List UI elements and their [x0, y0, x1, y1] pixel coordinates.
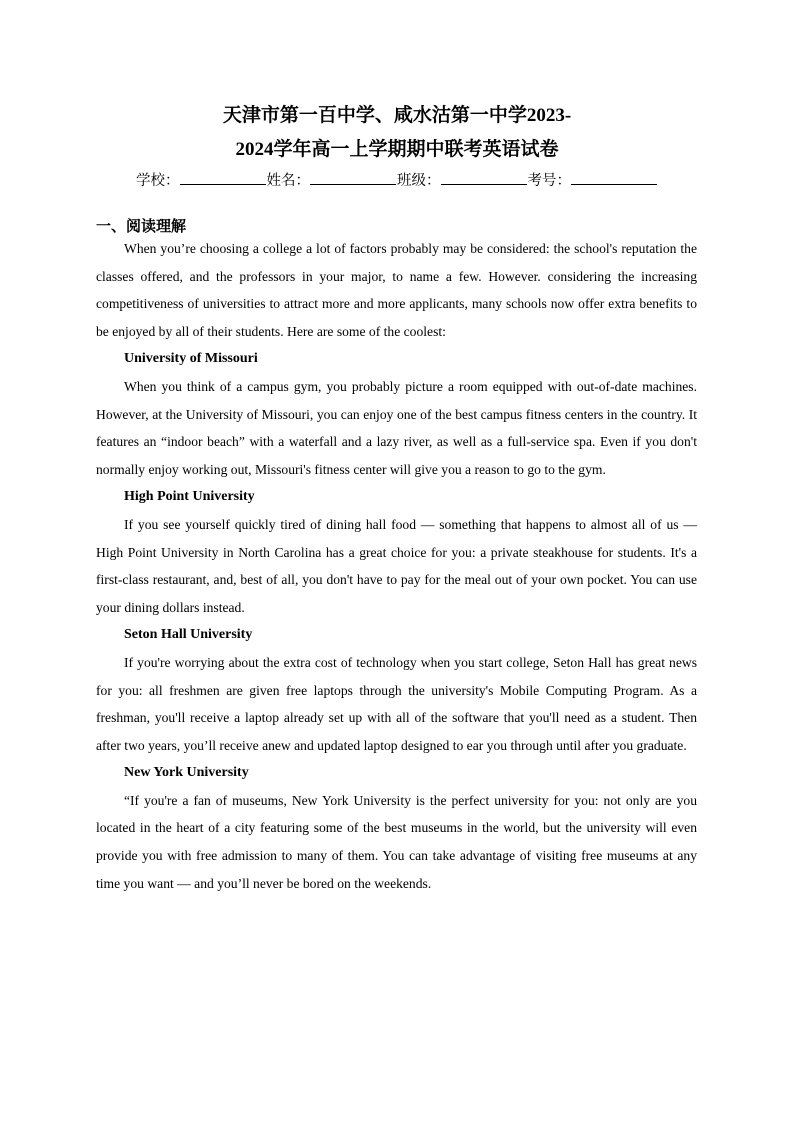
- exam-number-label: 考号：: [527, 173, 571, 189]
- class-blank[interactable]: [441, 170, 527, 185]
- university-heading-seton-hall: Seton Hall University: [124, 627, 253, 643]
- name-label: 姓名：: [266, 173, 310, 189]
- university-paragraph-nyu: “If you're a fan of museums, New York University is the perfect university for you: not only are you located in the heart of a city featuring some of the best museums in the world, but the university will even provide you with free admission to many of them. You can take advantage of visiting free museums at any time you want — and you’ll never be bored on the weekends.: [96, 792, 697, 891]
- intro-paragraph: When you’re choosing a college a lot of factors probably may be considered: the school's reputation the classes offered, and the professors in your major, to name a few. However. considering the increasing competitiveness of universities to attract more and more applicants, many schools now offer extra benefits to be enjoyed by all of their students. Here are some of the coolest:: [96, 241, 697, 339]
- exam-title-line-1: 天津市第一百中学、咸水沽第一中学2023-: [222, 105, 572, 126]
- name-blank[interactable]: [310, 170, 396, 185]
- university-paragraph-missouri: When you think of a campus gym, you probably picture a room equipped with out-of-date machines. However, at the University of Missouri, you can enjoy one of the best campus fitness centers in the country. It features an “indoor beach” with a waterfall and a lazy river, as well as a full-service spa. Even if you don't normally enjoy working out, Missouri's fitness center will give you a reason to go to the gym.: [96, 378, 697, 477]
- exam-number-blank[interactable]: [571, 170, 657, 185]
- school-label: 学校：: [136, 173, 180, 189]
- university-heading-high-point: High Point University: [124, 489, 255, 505]
- university-paragraph-seton-hall: If you're worrying about the extra cost of technology when you start college, Seton Hall has great news for you: all freshmen are given free laptops through the university's Mobile Computing Program. As a freshman, you'll receive a laptop already set up with all of the software that you'll need as a student. Then after two years, you’ll receive anew and updated laptop designed to ear you through until after you graduate.: [96, 654, 697, 753]
- exam-title-line-2: 2024学年高一上学期期中联考英语试卷: [235, 139, 559, 160]
- reading-passage: [96, 235, 697, 897]
- student-info-line: [96, 170, 698, 192]
- university-paragraph-high-point: If you see yourself quickly tired of dining hall food — something that happens to almost all of us — High Point University in North Carolina has a great choice for you: a private steakhouse for students. It's a first-class restaurant, and, best of all, you don't have to pay for the meal out of your own pocket. You can use your dining dollars instead.: [96, 516, 697, 615]
- section-heading: 一、阅读理解: [96, 217, 187, 235]
- university-heading-missouri: University of Missouri: [124, 351, 258, 367]
- school-blank[interactable]: [180, 170, 266, 185]
- university-heading-nyu: New York University: [124, 765, 249, 781]
- class-label: 班级：: [397, 173, 441, 189]
